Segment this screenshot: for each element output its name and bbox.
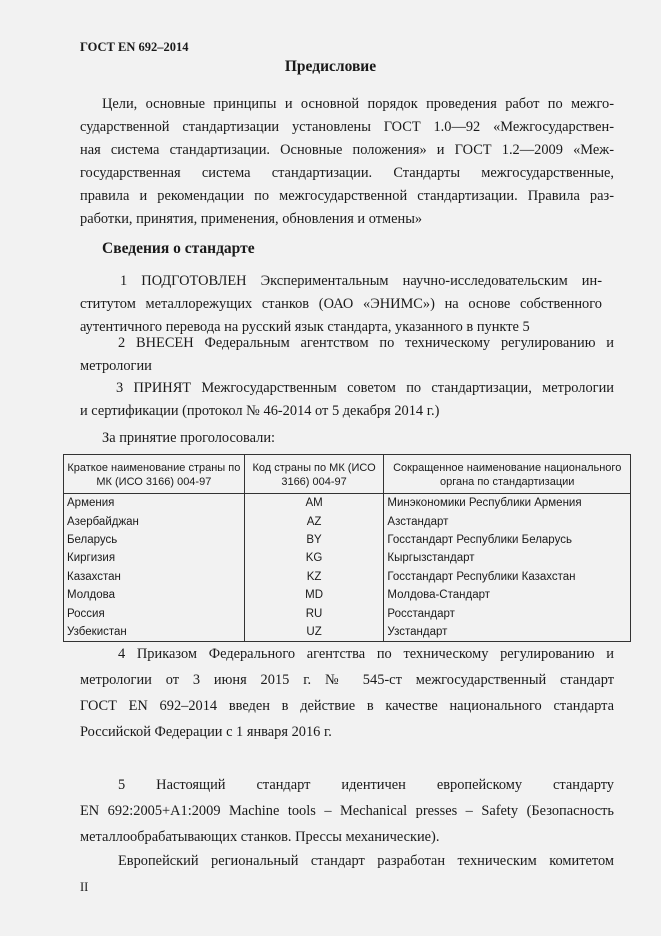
- country-cell: Беларусь: [64, 531, 245, 549]
- header-country: Краткое наименование страны по МК (ИСО 3166) 004-97: [64, 455, 245, 494]
- country-cell: Россия: [64, 604, 245, 622]
- item-5-line: 5 Настоящий стандарт идентичен европейскому стандарту: [118, 777, 614, 793]
- body-cell: Госстандарт Республики Казахстан: [384, 568, 631, 586]
- preface-line: ная система стандартизации. Основные положения» и ГОСТ 1.2—2009 «Меж-: [80, 142, 614, 158]
- body-cell: Азстандарт: [384, 512, 631, 530]
- preface-line: работки, принятия, применения, обновления и отмены»: [80, 211, 423, 227]
- table-row: [64, 549, 631, 567]
- code-cell: AM: [244, 494, 384, 513]
- item-1-line: аутентичного перевода на русский язык стандарта, указанного в пункте 5: [80, 319, 530, 335]
- item-1-line: 1 ПОДГОТОВЛЕН Экспериментальным научно-исследовательским ин-: [120, 273, 602, 289]
- item-3-line: и сертификации (протокол № 46-2014 от 5 декабря 2014 г.): [80, 403, 440, 419]
- body-cell: Узстандарт: [384, 623, 631, 642]
- item-4-line: 4 Приказом Федерального агентства по техническому регулированию и: [118, 646, 614, 662]
- standard-code-header: ГОСТ EN 692–2014: [80, 40, 189, 54]
- page-title: Предисловие: [284, 58, 377, 75]
- code-cell: KG: [244, 549, 384, 567]
- item-4-line: Российской Федерации с 1 января 2016 г.: [80, 724, 332, 740]
- code-cell: RU: [244, 604, 384, 622]
- code-cell: AZ: [244, 512, 384, 530]
- item-5: [80, 772, 614, 850]
- preface-line: правила и рекомендации по межгосударственной стандартизации. Правила раз-: [80, 188, 614, 204]
- header-body: Сокращенное наименование национального органа по стандартизации: [384, 455, 631, 494]
- european-standard-line: Европейский региональный стандарт разработан техническим комитетом: [118, 853, 614, 869]
- item-5-line: EN 692:2005+A1:2009 Machine tools – Mechanical presses – Safety (Безопасность: [80, 803, 614, 819]
- table-row: [64, 494, 631, 513]
- body-cell: Росстандарт: [384, 604, 631, 622]
- country-cell: Азербайджан: [64, 512, 245, 530]
- table-row: [64, 586, 631, 604]
- body-cell: Кыргызстандарт: [384, 549, 631, 567]
- item-4: [80, 641, 614, 745]
- code-cell: BY: [244, 531, 384, 549]
- body-cell: Молдова-Стандарт: [384, 586, 631, 604]
- voting-table: [63, 454, 631, 642]
- voting-table-header-row: [64, 455, 631, 494]
- item-2-line: метрологии: [80, 358, 152, 374]
- item-1: [80, 270, 602, 339]
- item-4-line: ГОСТ EN 692–2014 введен в действие в качестве национального стандарта: [80, 698, 614, 714]
- code-cell: UZ: [244, 623, 384, 642]
- code-cell: KZ: [244, 568, 384, 586]
- country-cell: Киргизия: [64, 549, 245, 567]
- item-2-line: 2 ВНЕСЕН Федеральным агентством по техническому регулированию и: [118, 335, 614, 351]
- table-row: [64, 623, 631, 642]
- item-1-line: ститутом металлорежущих станков (ОАО «ЭНИМС») на основе собственного: [80, 296, 602, 312]
- country-cell: Молдова: [64, 586, 245, 604]
- item-4-line: метрологии от 3 июня 2015 г. № 545-ст межгосударственный стандарт: [80, 672, 614, 688]
- country-cell: Узбекистан: [64, 623, 245, 642]
- code-cell: MD: [244, 586, 384, 604]
- item-3-line: 3 ПРИНЯТ Межгосударственным советом по стандартизации, метрологии: [116, 380, 614, 396]
- item-2: [80, 332, 614, 378]
- table-row: [64, 568, 631, 586]
- table-row: [64, 512, 631, 530]
- table-row: [64, 604, 631, 622]
- body-cell: Госстандарт Республики Беларусь: [384, 531, 631, 549]
- body-cell: Минэкономики Республики Армения: [384, 494, 631, 513]
- page-number: II: [80, 880, 89, 894]
- item-5-line: металлообрабатывающих станков. Прессы механические).: [80, 829, 440, 845]
- voted-label: За принятие проголосовали:: [102, 430, 276, 446]
- table-row: [64, 531, 631, 549]
- preface-line: сударственной стандартизации установлены ГОСТ 1.0—92 «Межгосударствен-: [80, 119, 614, 135]
- preface-line: государственная система стандартизации. Стандарты межгосударственные,: [80, 165, 614, 181]
- country-cell: Армения: [64, 494, 245, 513]
- country-cell: Казахстан: [64, 568, 245, 586]
- preface-paragraph: [80, 93, 614, 231]
- header-code: Код страны по МК (ИСО 3166) 004-97: [244, 455, 384, 494]
- preface-line: Цели, основные принципы и основной порядок проведения работ по межго-: [102, 96, 614, 112]
- info-heading: Сведения о стандарте: [102, 240, 255, 257]
- item-3: [80, 377, 614, 423]
